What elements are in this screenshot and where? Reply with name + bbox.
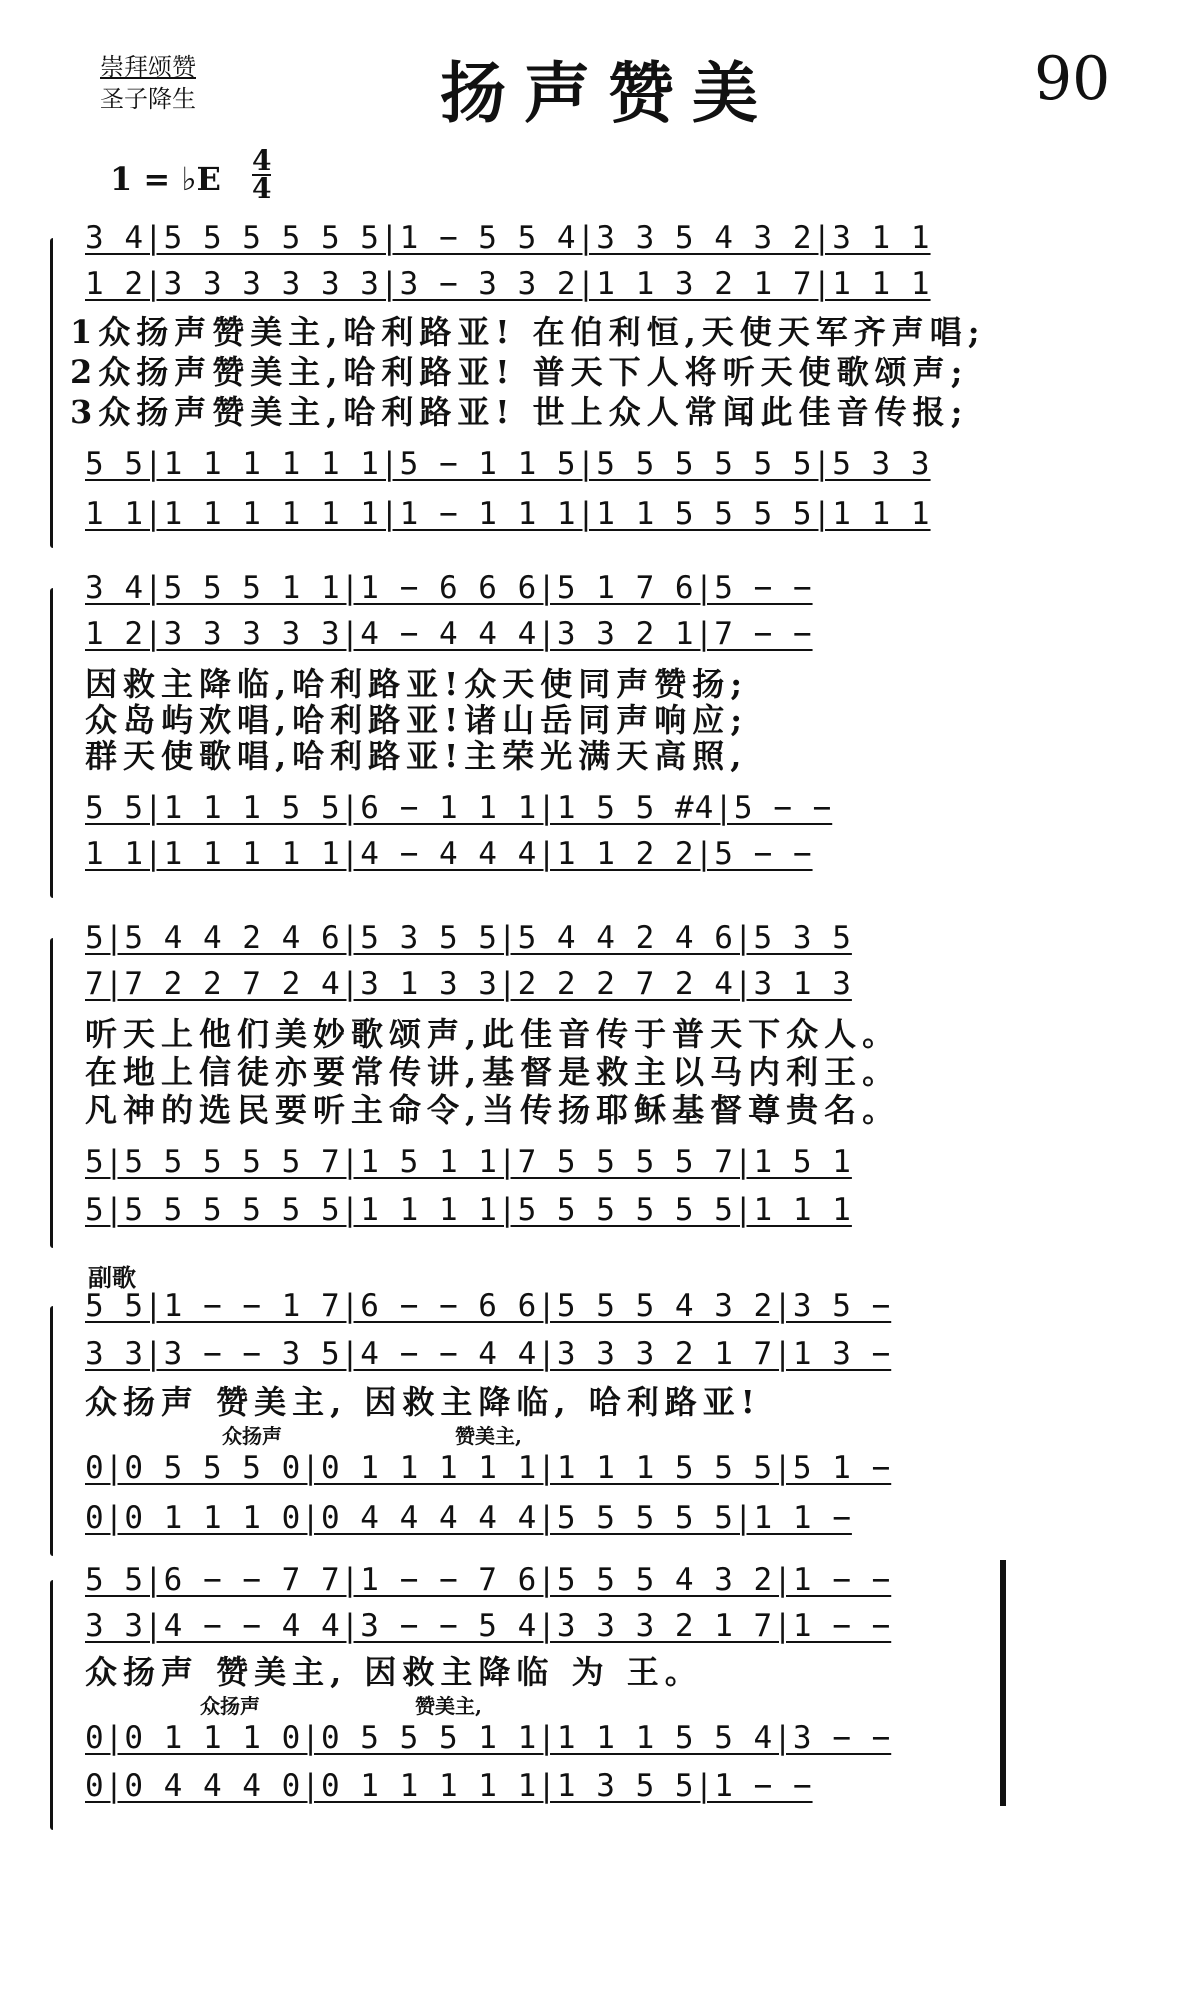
tenor-notes: 5 5|1 1 1 5 5|6 − 1 1 1|1 5 5 #4|5 − −: [85, 790, 833, 826]
lyric-verse-3: 群天使歌唱,哈利路亚!主荣光满天高照,: [85, 737, 748, 775]
hymn-title: 扬声赞美: [440, 54, 776, 132]
bass-notes: 0|0 4 4 4 0|0 1 1 1 1 1|1 3 5 5|1 − −: [85, 1768, 813, 1804]
bass-notes: 1 1|1 1 1 1 1 1|1 − 1 1 1|1 1 5 5 5 5|1 1 1: [85, 496, 931, 532]
soprano-notes: 3 4|5 5 5 5 5 5|1 − 5 5 4|3 3 5 4 3 2|3 1 1: [85, 220, 931, 256]
system-bracket: [50, 938, 53, 1248]
chorus-label: 副歌: [88, 1263, 136, 1292]
time-signature-bottom: 4: [252, 172, 272, 205]
lyric-verse-2: 众岛屿欢唱,哈利路亚!诸山岳同声响应;: [85, 701, 749, 739]
system-bracket: [50, 1580, 53, 1830]
chorus-lyric: 众扬声 赞美主, 因救主降临, 哈利路亚!: [85, 1383, 761, 1421]
tenor-notes: 0|0 5 5 5 0|0 1 1 1 1 1|1 1 1 5 5 5|5 1 −: [85, 1450, 892, 1486]
soprano-notes: 5 5|6 − − 7 7|1 − − 7 6|5 5 5 4 3 2|1 − −: [85, 1562, 892, 1598]
lyric-verse-1: 1众扬声赞美主,哈利路亚! 在伯利恒,天使天军齐声唱;: [70, 313, 986, 351]
lyric-verse-3: 3众扬声赞美主,哈利路亚! 世上众人常闻此佳音传报;: [70, 393, 969, 431]
time-signature-top: 4: [252, 144, 272, 177]
final-barline: [1000, 1560, 1006, 1806]
chorus-lyric: 众扬声 赞美主, 因救主降临 为 王。: [85, 1653, 703, 1691]
lyric-verse-1: 因救主降临,哈利路亚!众天使同声赞扬;: [85, 665, 749, 703]
tenor-notes: 5 5|1 1 1 1 1 1|5 − 1 1 5|5 5 5 5 5 5|5 3 3: [85, 446, 931, 482]
system-bracket: [50, 1306, 53, 1556]
men-lyric-a: 众扬声: [222, 1424, 282, 1448]
lyric-verse-2: 2众扬声赞美主,哈利路亚! 普天下人将听天使歌颂声;: [70, 353, 969, 391]
hymn-number: 90: [1034, 44, 1111, 114]
lyric-verse-1: 听天上他们美妙歌颂声,此佳音传于普天下众人。: [85, 1015, 901, 1053]
soprano-notes: 3 4|5 5 5 1 1|1 − 6 6 6|5 1 7 6|5 − −: [85, 570, 813, 606]
bass-notes: 5|5 5 5 5 5 5|1 1 1 1|5 5 5 5 5 5|1 1 1: [85, 1192, 852, 1228]
time-signature: [252, 144, 272, 205]
alto-notes: 3 3|4 − − 4 4|3 − − 5 4|3 3 3 2 1 7|1 − −: [85, 1608, 892, 1644]
alto-notes: 1 2|3 3 3 3 3|4 − 4 4 4|3 3 2 1|7 − −: [85, 616, 813, 652]
bass-notes: 1 1|1 1 1 1 1|4 − 4 4 4|1 1 2 2|5 − −: [85, 836, 813, 872]
lyric-verse-3: 凡神的选民要听主命令,当传扬耶稣基督尊贵名。: [85, 1091, 901, 1129]
system-bracket: [50, 588, 53, 898]
bass-notes: 0|0 1 1 1 0|0 4 4 4 4 4|5 5 5 5 5|1 1 −: [85, 1500, 852, 1536]
tenor-notes: 0|0 1 1 1 0|0 5 5 5 1 1|1 1 1 5 5 4|3 − −: [85, 1720, 892, 1756]
category-secondary: 圣子降生: [100, 85, 196, 113]
key-signature: 1 = ♭E: [110, 160, 221, 198]
alto-notes: 3 3|3 − − 3 5|4 − − 4 4|3 3 3 2 1 7|1 3 −: [85, 1336, 892, 1372]
lyric-verse-2: 在地上信徒亦要常传讲,基督是救主以马内利王。: [85, 1053, 901, 1091]
men-lyric-b: 赞美主,: [415, 1694, 482, 1718]
men-lyric-a: 众扬声: [200, 1694, 260, 1718]
men-lyric-b: 赞美主,: [455, 1424, 522, 1448]
soprano-notes: 5 5|1 − − 1 7|6 − − 6 6|5 5 5 4 3 2|3 5 −: [85, 1288, 892, 1324]
category-primary: 崇拜颂赞: [100, 53, 196, 81]
tenor-notes: 5|5 5 5 5 5 7|1 5 1 1|7 5 5 5 5 7|1 5 1: [85, 1144, 852, 1180]
soprano-notes: 5|5 4 4 2 4 6|5 3 5 5|5 4 4 2 4 6|5 3 5: [85, 920, 852, 956]
alto-notes: 1 2|3 3 3 3 3 3|3 − 3 3 2|1 1 3 2 1 7|1 1 1: [85, 266, 931, 302]
alto-notes: 7|7 2 2 7 2 4|3 1 3 3|2 2 2 7 2 4|3 1 3: [85, 966, 852, 1002]
system-bracket: [50, 238, 53, 548]
